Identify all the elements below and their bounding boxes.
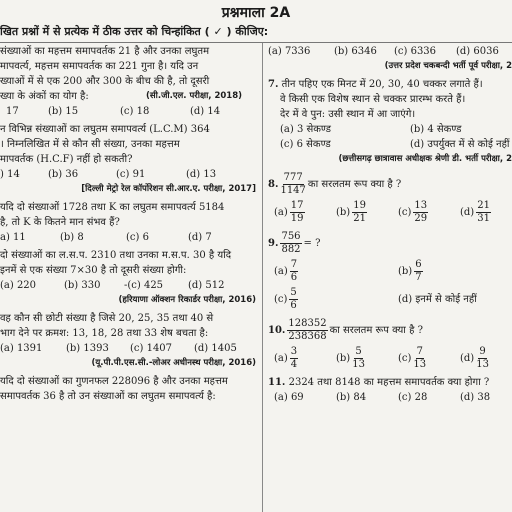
question-fraction: $\frac{128352}{238368}$: [288, 317, 327, 342]
option-d[interactable]: (d) इनमें से कोई नहीं: [398, 293, 477, 305]
option-c[interactable]: -(c) 425: [124, 280, 164, 291]
question-text: । निम्नलिखित में से कौन सी संख्या, उनका महत्तम: [0, 139, 180, 150]
question-text: 2324 तथा 8148 का महत्तम समापवर्तक क्या होगा ?: [288, 377, 490, 388]
option-d[interactable]: (d) $\frac{21}{31}$: [460, 199, 490, 224]
question-fraction: $\frac{777}{1147}$: [280, 171, 306, 196]
question-text: है, तो K के कितने मान संभव हैं?: [0, 217, 120, 228]
option-a[interactable]: (a) 1391: [0, 343, 43, 354]
question-number: 7.: [268, 79, 279, 90]
exam-source: (यू.पी.पी.एस.सी.-लोअर अधीनस्थ परीक्षा, 2016): [91, 358, 256, 368]
exam-source: (छत्तीसगढ़ छात्रावास अधीक्षक श्रेणी डी. भर्ती परीक्षा, 2: [338, 154, 512, 164]
option-c[interactable]: (c) 18: [120, 106, 150, 117]
page-title: प्रश्नमाला 2A: [221, 5, 291, 21]
question-text: देर में वे पुन: उसी स्थान में आ जाएंगे।: [280, 109, 416, 120]
question-11: [268, 375, 512, 405]
option-b[interactable]: (b) 330: [64, 280, 101, 291]
instruction-text: खित प्रश्नों में से प्रत्येक में ठीक उत्तर को चिन्हांकित ( ✓ ) कीजिए:: [0, 25, 269, 38]
question-text: यदि दो संख्याओं 1728 तथा K का लघुतम समापवर्त्य 5184: [0, 202, 225, 213]
option-a[interactable]: (a) $\frac{7}{6}$: [274, 258, 298, 283]
option-b[interactable]: (b) 8: [60, 232, 84, 243]
option-b[interactable]: (b) 4 सेकण्ड: [410, 124, 462, 135]
option-b[interactable]: (b) 1393: [66, 343, 109, 354]
question-fraction: $\frac{756}{882}$: [281, 230, 301, 255]
option-c[interactable]: (c) $\frac{5}{6}$: [274, 286, 297, 311]
option-d[interactable]: (d) 1405: [194, 343, 237, 354]
exam-source: (उत्तर प्रदेश चकबन्दी भर्ती पूर्व परीक्षा, 2: [384, 61, 512, 71]
header-divider: [0, 42, 512, 43]
question-text: मापवर्त्य, महत्तम समापवर्तक का 221 गुना है। यदि उन: [0, 61, 199, 72]
option-a[interactable]: (a) $\frac{17}{19}$: [274, 199, 304, 224]
question-text: इनमें से एक संख्या 7×30 है तो दूसरी संख्या होगी:: [0, 265, 187, 276]
option-b[interactable]: (b) 36: [48, 169, 79, 180]
question-8: [268, 170, 512, 226]
previous-question-tail: [268, 44, 512, 74]
question-text: तीन पहिए एक मिनट में 20, 30, 40 चक्कर लगाते हैं।: [281, 79, 483, 90]
question-6: [0, 374, 260, 404]
option-a[interactable]: (a) 7336: [268, 46, 311, 57]
option-a[interactable]: ) 14: [0, 169, 20, 180]
option-d[interactable]: (d) 38: [460, 392, 491, 403]
question-text: समापवर्तक 36 है तो उन संख्याओं का लघुतम समापवर्त्य है:: [0, 391, 216, 402]
option-b[interactable]: (b) 15: [48, 106, 79, 117]
question-7: [268, 77, 512, 167]
question-number: 8.: [268, 178, 279, 190]
option-c[interactable]: (c) 6336: [394, 46, 437, 57]
question-number: 11.: [268, 377, 286, 388]
option-a[interactable]: a) 11: [0, 232, 26, 243]
option-a[interactable]: (a) $\frac{3}{4}$: [274, 345, 298, 370]
question-4: [0, 248, 260, 308]
option-d[interactable]: (d) 13: [186, 169, 217, 180]
question-3: [0, 200, 260, 245]
option-d[interactable]: (d) 6036: [456, 46, 499, 57]
option-b[interactable]: (b) $\frac{6}{7}$: [398, 258, 422, 283]
option-b[interactable]: (b) 6346: [334, 46, 377, 57]
option-a[interactable]: (a) 69: [274, 392, 304, 403]
question-text: संख्याओं का महत्तम समापवर्तक 21 है और उनका लघुतम: [0, 46, 210, 57]
option-a[interactable]: (a) 220: [0, 280, 37, 291]
option-c[interactable]: (c) 1407: [130, 343, 173, 354]
question-text: ख्याओं में से एक 200 और 300 के बीच की है, तो दूसरी: [0, 76, 210, 87]
option-c[interactable]: (c) $\frac{13}{29}$: [398, 199, 428, 224]
option-b[interactable]: (b) $\frac{5}{13}$: [336, 345, 365, 370]
left-column: [0, 44, 260, 404]
column-divider: [262, 43, 263, 512]
question-5: [0, 311, 260, 371]
question-text: न विभिन्न संख्याओं का लघुतम समापवर्त्य (L.C.M) 364: [0, 124, 210, 135]
right-column: [268, 44, 512, 405]
question-text: = ?: [303, 237, 321, 249]
question-number: 9.: [268, 237, 279, 249]
question-text: यदि दो संख्याओं का गुणनफल 228096 है और उनका महत्तम: [0, 376, 228, 387]
question-2: [0, 122, 260, 197]
option-a[interactable]: 17: [6, 106, 19, 117]
question-1: [0, 44, 260, 119]
question-9: [268, 229, 512, 313]
option-d[interactable]: (d) 512: [188, 280, 225, 291]
question-number: 10.: [268, 324, 286, 336]
exam-source: (सी.जी.एल. परीक्षा, 2018): [146, 91, 242, 101]
option-d[interactable]: (d) 7: [188, 232, 212, 243]
option-a[interactable]: (a) 3 सेकण्ड: [280, 124, 332, 135]
option-b[interactable]: (b) $\frac{19}{21}$: [336, 199, 366, 224]
option-c[interactable]: (c) 6 सेकण्ड: [280, 139, 331, 150]
question-text: वह कौन सी छोटी संख्या है जिसे 20, 25, 35 तथा 40 से: [0, 313, 214, 324]
option-d[interactable]: (d) 14: [190, 106, 221, 117]
exam-source: (हरियाणा ऑक्शन रिकार्डर परीक्षा, 2016): [118, 295, 256, 305]
exam-source: [दिल्ली मेट्रो रेल कॉर्पोरेशन सी.आर.ए. परीक्षा, 2017]: [81, 184, 256, 194]
question-text: मापवर्तक (H.C.F) नहीं हो सकती?: [0, 154, 133, 165]
question-10: [268, 316, 512, 372]
question-text: भाग देने पर क्रमश: 13, 18, 28 तथा 33 शेष बचता है:: [0, 328, 209, 339]
option-b[interactable]: (b) 84: [336, 392, 367, 403]
question-text: का सरलतम रूप क्या है ?: [329, 324, 423, 336]
question-text: वे किसी एक विशेष स्थान से चक्कर प्रारम्भ करते हैं।: [280, 94, 466, 105]
question-text: ख्या के अंकों का योग है:: [0, 91, 89, 102]
option-d[interactable]: (d) $\frac{9}{13}$: [460, 345, 489, 370]
question-text: दो संख्याओं का ल.स.प. 2310 तथा उनका म.स.प. 30 है यदि: [0, 250, 232, 261]
option-c[interactable]: (c) $\frac{7}{13}$: [398, 345, 427, 370]
question-text: का सरलतम रूप क्या है ?: [307, 178, 402, 190]
option-c[interactable]: (c) 91: [116, 169, 146, 180]
option-c[interactable]: (c) 6: [126, 232, 149, 243]
option-c[interactable]: (c) 28: [398, 392, 428, 403]
option-d[interactable]: (d) उपर्युक्त में से कोई नहीं: [410, 139, 510, 150]
